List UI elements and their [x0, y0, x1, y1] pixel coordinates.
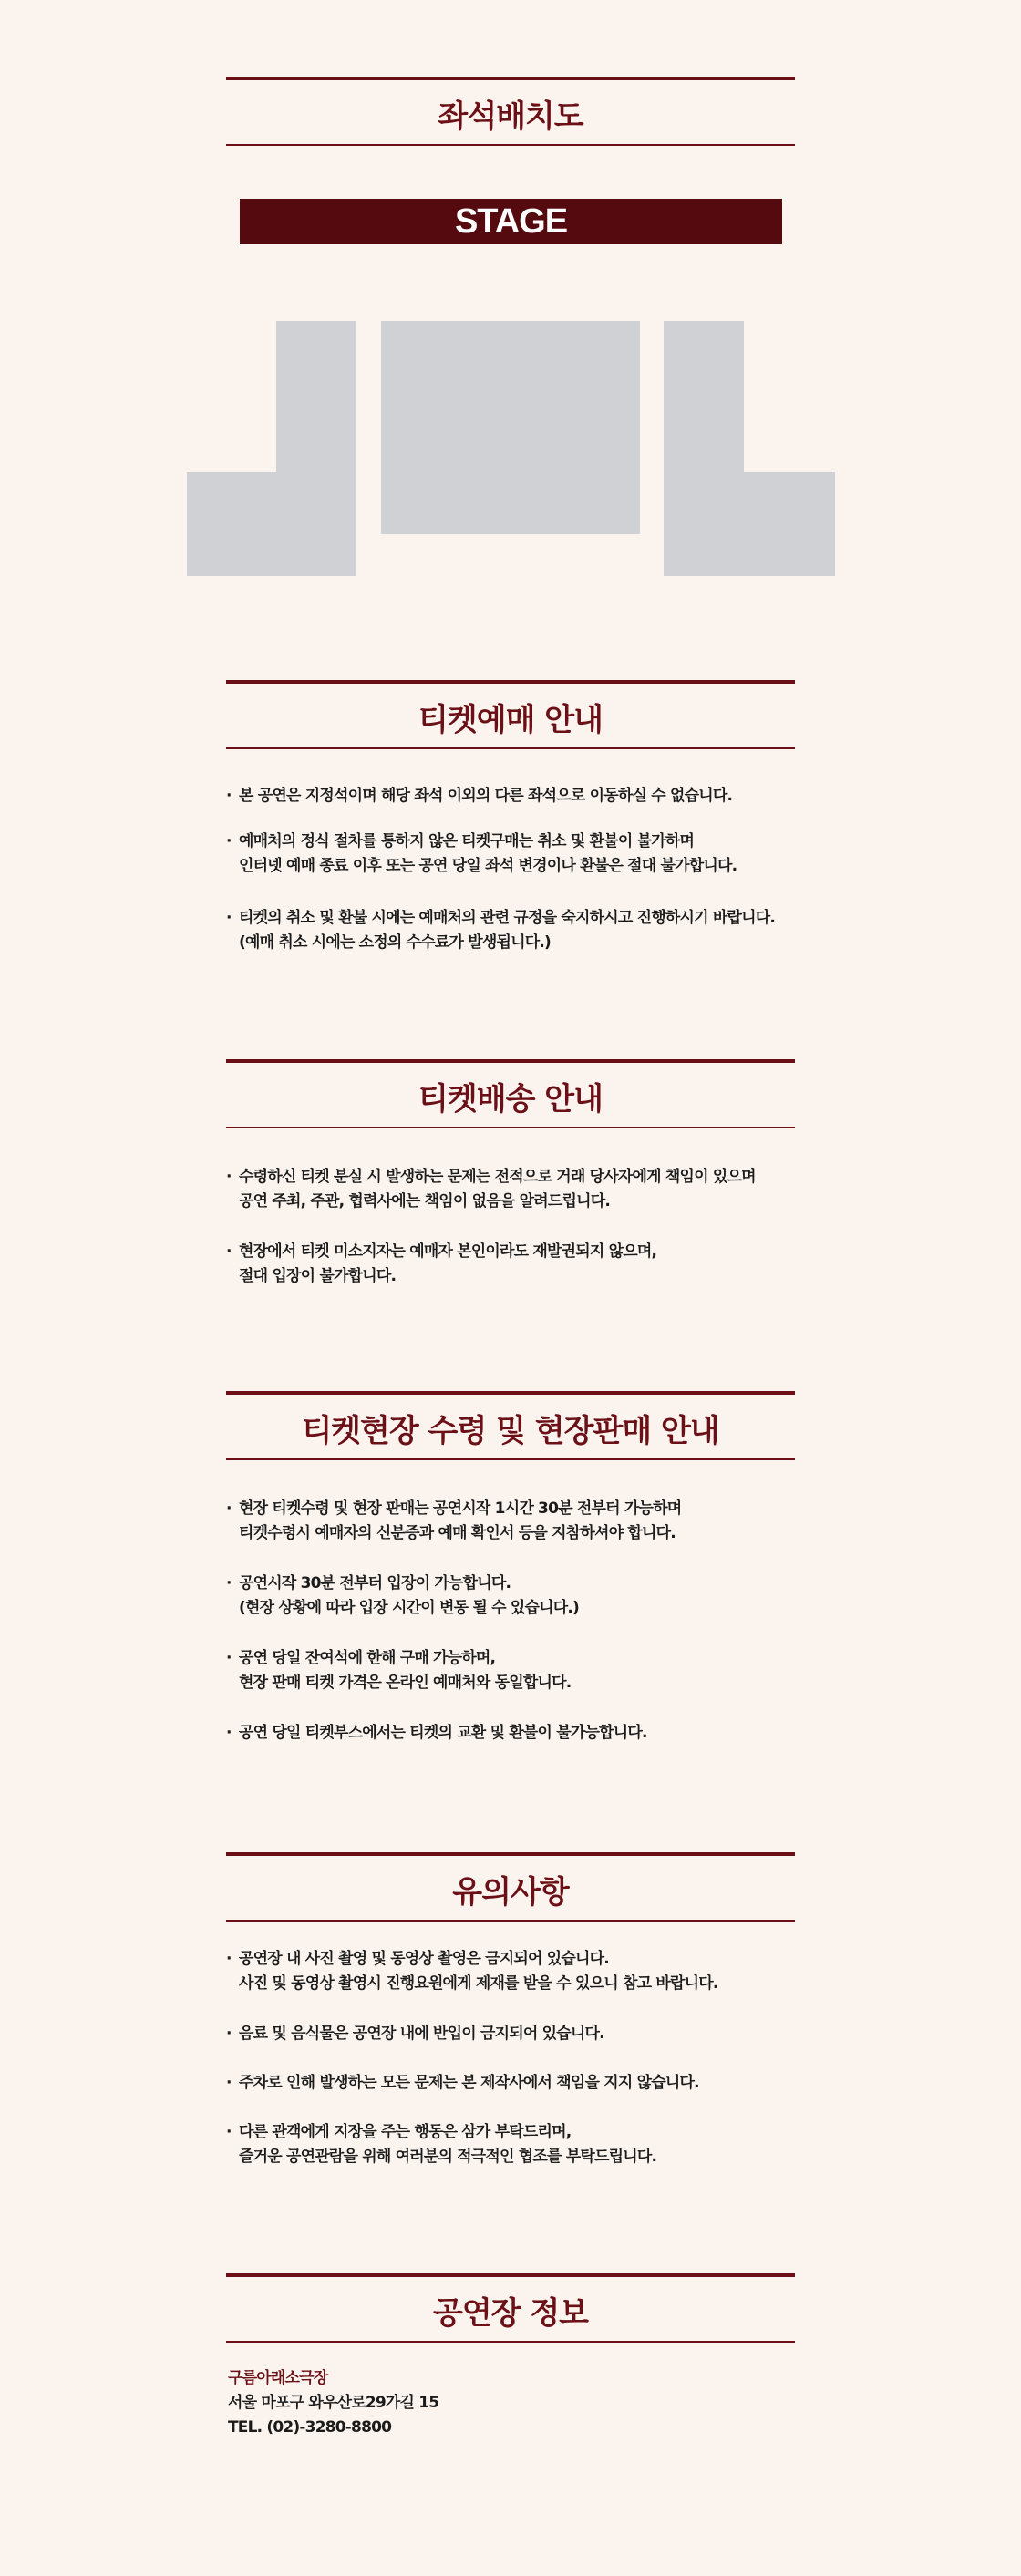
- list-item: · 주차로 인해 발생하는 모든 문제는 본 제작사에서 책임을 지지 않습니다.: [226, 2071, 828, 2096]
- seating-title: 좌석배치도: [438, 98, 583, 135]
- seat-block-right-wing: [744, 472, 835, 576]
- divider: [226, 2273, 795, 2277]
- divider: [226, 144, 795, 146]
- venue-name: 구름아래소극장: [228, 2369, 328, 2387]
- seat-block-left-wing: [187, 472, 276, 576]
- list-item: · 현장에서 티켓 미소지자는 예매자 본인이라도 재발권되지 않으며, 절대 입장이 불가합니다.: [226, 1240, 828, 1289]
- seat-block-left: [276, 321, 356, 576]
- list-item: · 본 공연은 지정석이며 해당 좌석 이외의 다른 좌석으로 이동하실 수 없습니다.: [226, 784, 828, 809]
- list-item: · 음료 및 음식물은 공연장 내에 반입이 금지되어 있습니다.: [226, 2022, 828, 2046]
- list-item: · 다른 관객에게 지장을 주는 행동은 삼가 부탁드리며, 즐거운 공연관람을 위해 여러분의 적극적인 협조를 부탁드립니다.: [226, 2120, 828, 2169]
- list-item: · 현장 티켓수령 및 현장 판매는 공연시작 1시간 30분 전부터 가능하며 티켓수령시 예매자의 신분증과 예매 확인서 등을 지참하셔야 합니다.: [226, 1497, 828, 1546]
- list-item: · 공연시작 30분 전부터 입장이 가능합니다. (현장 상황에 따라 입장 시간이 변동 될 수 있습니다.): [226, 1571, 828, 1621]
- divider: [226, 747, 795, 749]
- divider: [226, 1852, 795, 1856]
- seat-block-center: [381, 321, 640, 534]
- venue-title: 공연장 정보: [432, 2295, 589, 2332]
- notes-title: 유의사항: [452, 1874, 569, 1911]
- list-item: · 예매처의 정식 절차를 통하지 않은 티켓구매는 취소 및 환불이 불가하며 인터넷 예매 종료 이후 또는 공연 당일 좌석 변경이나 환불은 절대 불가합니다.: [226, 829, 828, 879]
- list-item: · 공연장 내 사진 촬영 및 동영상 촬영은 금지되어 있습니다. 사진 및 동영상 촬영시 진행요원에게 제재를 받을 수 있으니 참고 바랍니다.: [226, 1947, 828, 1996]
- divider: [226, 1059, 795, 1063]
- list-item: · 공연 당일 잔여석에 한해 구매 가능하며, 현장 판매 티켓 가격은 온라인 예매처와 동일합니다.: [226, 1646, 828, 1695]
- divider: [226, 1391, 795, 1395]
- delivery-title: 티켓배송 안내: [418, 1081, 603, 1118]
- onsite-header: [226, 1391, 795, 1460]
- divider: [226, 680, 795, 684]
- venue-header: [226, 2273, 795, 2343]
- divider: [226, 2341, 795, 2343]
- list-item: · 공연 당일 티켓부스에서는 티켓의 교환 및 환불이 불가능합니다.: [226, 1721, 828, 1746]
- venue-address: 서울 마포구 와우산로29가길 15: [228, 2394, 439, 2412]
- stage-label: STAGE: [240, 199, 782, 244]
- divider: [226, 1127, 795, 1128]
- booking-title: 티켓예매 안내: [418, 702, 603, 738]
- notes-header: [226, 1852, 795, 1922]
- list-item: · 티켓의 취소 및 환불 시에는 예매처의 관련 규정을 숙지하시고 진행하시기 바랍니다. (예매 취소 시에는 소정의 수수료가 발생됩니다.): [226, 906, 828, 955]
- delivery-header: [226, 1059, 795, 1128]
- divider: [226, 77, 795, 80]
- booking-header: [226, 680, 795, 749]
- venue-info: [228, 2366, 438, 2440]
- divider: [226, 1458, 795, 1460]
- seat-block-right: [664, 321, 744, 576]
- list-item: · 수령하신 티켓 분실 시 발생하는 문제는 전적으로 거래 당사자에게 책임이 있으며 공연 주최, 주관, 협력사에는 책임이 없음을 알려드립니다.: [226, 1165, 828, 1214]
- divider: [226, 1920, 795, 1922]
- venue-tel: TEL. (02)-3280-8800: [228, 2418, 392, 2437]
- seating-header: [226, 77, 795, 146]
- onsite-title: 티켓현장 수령 및 현장판매 안내: [302, 1413, 719, 1449]
